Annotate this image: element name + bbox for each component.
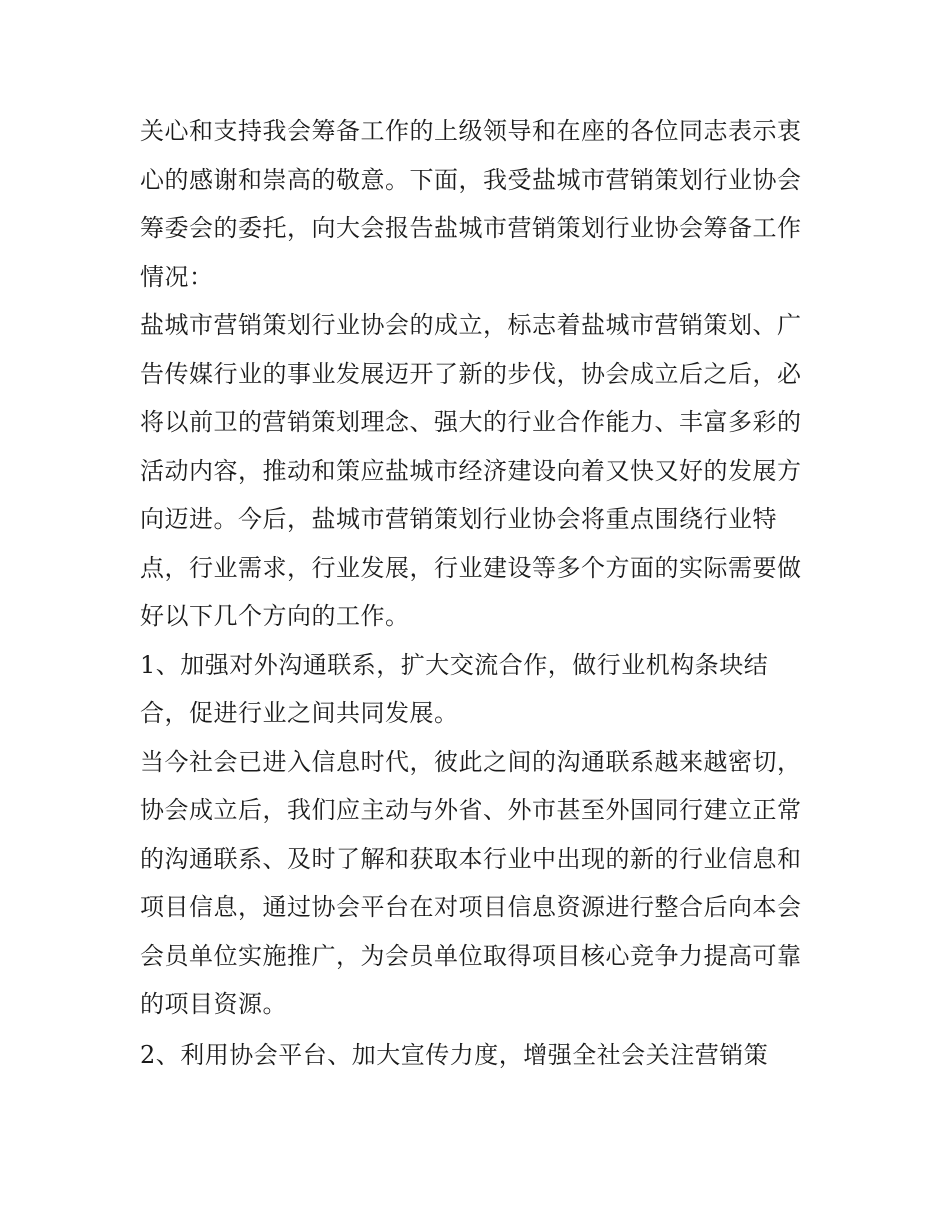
section-heading-line: 合，促进行业之间共同发展。 — [140, 699, 459, 727]
text-line: 点，行业需求，行业发展，行业建设等多个方面的实际需要做 — [140, 553, 802, 582]
section-heading-line: 2、利用协会平台、加大宣传力度，增强全社会关注营销策 — [140, 1040, 769, 1069]
text-line: 会员单位实施推广，为会员单位取得项目核心竞争力提高可靠 — [140, 941, 802, 970]
text-line: 当今社会已进入信息时代，彼此之间的沟通联系越来越密切， — [140, 747, 802, 776]
text-line: 好以下几个方向的工作。 — [140, 602, 410, 630]
text-line: 向迈进。今后，盐城市营销策划行业协会将重点围绕行业特 — [140, 505, 777, 533]
section-heading-line: 1、加强对外沟通联系，扩大交流合作，做行业机构条块结 — [140, 650, 769, 679]
text-line: 盐城市营销策划行业协会的成立，标志着盐城市营销策划、广 — [140, 311, 802, 339]
text-line: 告传媒行业的事业发展迈开了新的步伐，协会成立后之后，必 — [140, 359, 802, 388]
text-line: 心的感谢和崇高的敬意。下面，我受盐城市营销策划行业协会 — [140, 165, 802, 194]
text-line: 活动内容，推动和策应盐城市经济建设向着又快又好的发展方 — [140, 456, 802, 485]
text-line: 将以前卫的营销策划理念、强大的行业合作能力、丰富多彩的 — [140, 408, 802, 436]
text-line: 筹委会的委托，向大会报告盐城市营销策划行业协会筹备工作 — [140, 214, 802, 242]
text-line: 的沟通联系、及时了解和获取本行业中出现的新的行业信息和 — [140, 844, 802, 873]
text-line: 的项目资源。 — [140, 990, 287, 1018]
text-line: 情况： — [140, 262, 214, 291]
text-line: 协会成立后，我们应主动与外省、外市甚至外国同行建立正常 — [140, 796, 802, 824]
text-line: 项目信息，通过协会平台在对项目信息资源进行整合后向本会 — [140, 893, 802, 921]
document-body — [140, 107, 830, 1079]
text-line: 关心和支持我会筹备工作的上级领导和在座的各位同志表示衷 — [140, 117, 802, 145]
